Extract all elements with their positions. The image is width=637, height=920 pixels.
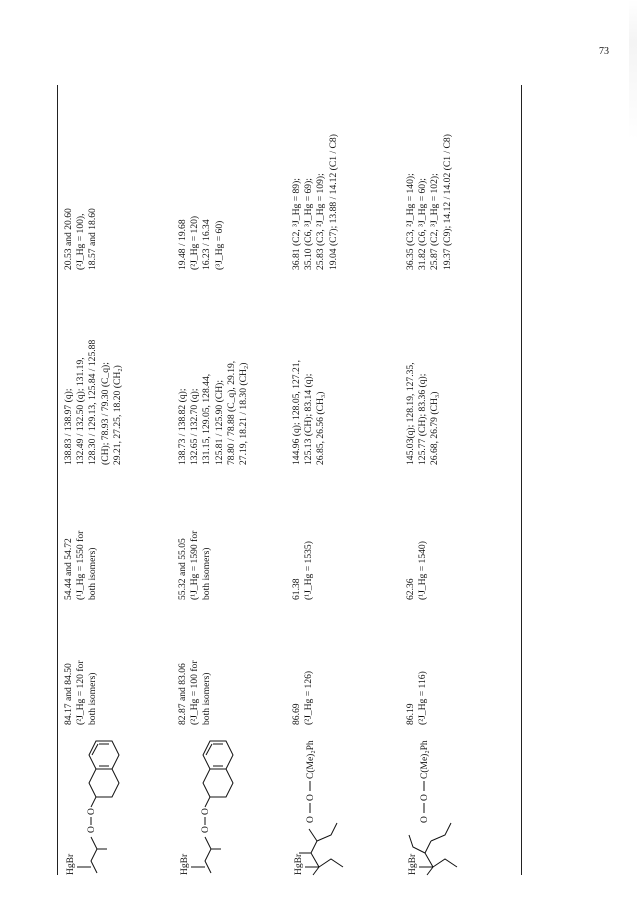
col3-line: 144.96 (q); 128.05, 127.21, <box>291 360 302 465</box>
col3-line: (CH); 78.93 / 79.30 (C_q); <box>99 362 111 465</box>
structure-cell <box>63 735 175 875</box>
cumyl-label: C(Me)₂Ph <box>420 740 430 779</box>
col4-cell <box>177 85 226 270</box>
hgbr-label: HgBr <box>66 853 76 875</box>
col2-line: both isomers) <box>201 547 213 600</box>
col4-line: 18.57 and 18.60 <box>87 208 99 270</box>
col3-line: 145.03(q); 128.19, 127.35, <box>405 362 416 465</box>
cumyl-peroxide-structure <box>405 735 517 875</box>
hgbr-label: HgBr <box>294 853 304 875</box>
col1-line: both isomers) <box>201 672 213 725</box>
col2-line: 54.44 and 54.72 <box>63 538 74 600</box>
svg-text:O: O <box>306 794 316 801</box>
scan-edge <box>629 0 637 140</box>
col3-line: 26.85, 26.56 (CH₃) <box>315 391 327 465</box>
table-bottom-rule <box>521 85 522 875</box>
col3-line: 78.80 / 78.88 (C_q), 29.19, <box>225 360 237 465</box>
col4-line: 19.48 / 19.68 <box>177 219 188 270</box>
col1-cell <box>63 635 100 725</box>
col1-line: 86.19 <box>405 703 416 725</box>
col2-line: (¹J_Hg = 1540) <box>417 541 429 600</box>
col2-cell <box>291 510 315 600</box>
structure-cell <box>291 735 403 875</box>
col4-cell <box>63 85 100 270</box>
col2-line: (¹J_Hg = 1535) <box>303 541 315 600</box>
col2-line: both isomers) <box>87 547 99 600</box>
col2-line: 61.38 <box>291 578 302 600</box>
col4-line: 20.53 and 20.60 <box>63 208 74 270</box>
col2-line: (¹J_Hg = 1550 for <box>75 530 87 600</box>
rotated-table <box>55 85 525 875</box>
col3-line: 138.73 / 138.82 (q); <box>177 388 188 465</box>
hgbr-label: HgBr <box>408 853 418 875</box>
col1-line: (²J_Hg = 100 for <box>189 660 201 725</box>
col4-line: (²J_Hg = 120) <box>189 215 201 270</box>
table-row <box>63 85 175 875</box>
structure-cell <box>405 735 517 875</box>
col3-line: 125.81 / 125.90 (CH); <box>213 379 225 465</box>
col4-line: (²J_Hg = 100), <box>75 213 87 270</box>
col3-line: 29.21, 27.25, 18.20 (CH₂) <box>111 365 123 465</box>
tetralinyl-peroxide-structure <box>177 735 289 875</box>
col4-line: 36.81 (C2, ³J_Hg = 89); <box>291 178 302 270</box>
col3-line: 26.68, 26.79 (CH₃) <box>429 391 441 465</box>
col3-line: 132.65 / 132.70 (q); <box>189 388 201 465</box>
col3-cell <box>405 300 442 465</box>
col4-line: 19.04 (C7); 13.88 / 14.12 (C1 / C8) <box>327 134 339 270</box>
col3-line: 138.83 / 138.97 (q); <box>63 388 74 465</box>
svg-text:O: O <box>420 794 430 801</box>
col4-line: 31.82 (C6, ³J_Hg = 60); <box>417 178 429 270</box>
col3-line: 131.15, 129.05, 128.44, <box>201 373 213 465</box>
col3-line: 132.49 / 132.50 (q); 131.19, <box>75 357 87 465</box>
col3-line: 128.30 / 129.13, 125.84 / 125.88 <box>87 339 99 465</box>
col1-line: both isomers) <box>87 672 99 725</box>
col1-cell <box>405 635 429 725</box>
table-row <box>177 85 289 875</box>
svg-text:O: O <box>201 808 211 815</box>
col1-line: (²J_Hg = 120 for <box>75 660 87 725</box>
svg-text:O: O <box>87 826 97 833</box>
col4-line: 19.37 (C9); 14.12 / 14.02 (C1 / C8) <box>441 134 453 270</box>
table-row <box>405 85 517 875</box>
col2-cell <box>177 510 214 600</box>
col3-cell <box>177 300 250 465</box>
svg-text:O: O <box>306 816 316 823</box>
col1-line: 82.87 and 83.06 <box>177 663 188 725</box>
col1-line: 86.69 <box>291 703 302 725</box>
col4-line: 25.87 (C2, ³J_Hg = 102); <box>429 173 441 270</box>
col2-line: 62.36 <box>405 578 416 600</box>
col4-line: (³J_Hg = 60) <box>213 220 225 270</box>
cumyl-peroxide-structure <box>291 735 403 875</box>
page-number: 73 <box>599 46 609 57</box>
col3-line: 125.13 (CH); 83.14 (q); <box>303 373 315 465</box>
col2-line: 55.32 and 55.05 <box>177 538 188 600</box>
col3-cell <box>291 300 328 465</box>
col3-line: 125.77 (CH); 83.36 (q); <box>417 373 429 465</box>
col4-line: 25.83 (C3, ²J_Hg = 109); <box>315 173 327 270</box>
col4-line: 16.23 / 16.34 <box>201 219 213 270</box>
structure-cell <box>177 735 289 875</box>
col2-cell <box>63 510 100 600</box>
table-row <box>291 85 403 875</box>
col1-line: 84.17 and 84.50 <box>63 663 74 725</box>
hgbr-label: HgBr <box>180 853 190 875</box>
table-top-rule <box>57 85 58 875</box>
tetralinyl-peroxide-structure <box>63 735 175 875</box>
col1-cell <box>177 635 214 725</box>
col4-line: 36.35 (C3, ²J_Hg = 140); <box>405 173 416 270</box>
col4-cell <box>405 85 454 270</box>
svg-text:O: O <box>87 808 97 815</box>
cumyl-label: C(Me)₂Ph <box>306 740 316 779</box>
col4-cell <box>291 85 340 270</box>
col1-line: (²J_Hg = 126) <box>303 670 315 725</box>
col3-line: 27.19, 18.21 / 18.30 (CH₂) <box>238 362 250 465</box>
col4-line: 35.10 (C6, ³J_Hg = 69); <box>303 178 315 270</box>
col2-line: (¹J_Hg = 1590 for <box>189 530 201 600</box>
svg-text:O: O <box>420 816 430 823</box>
col1-cell <box>291 635 315 725</box>
col1-line: (²J_Hg = 116) <box>417 671 429 725</box>
svg-text:O: O <box>201 826 211 833</box>
col3-cell <box>63 300 124 465</box>
col2-cell <box>405 510 429 600</box>
